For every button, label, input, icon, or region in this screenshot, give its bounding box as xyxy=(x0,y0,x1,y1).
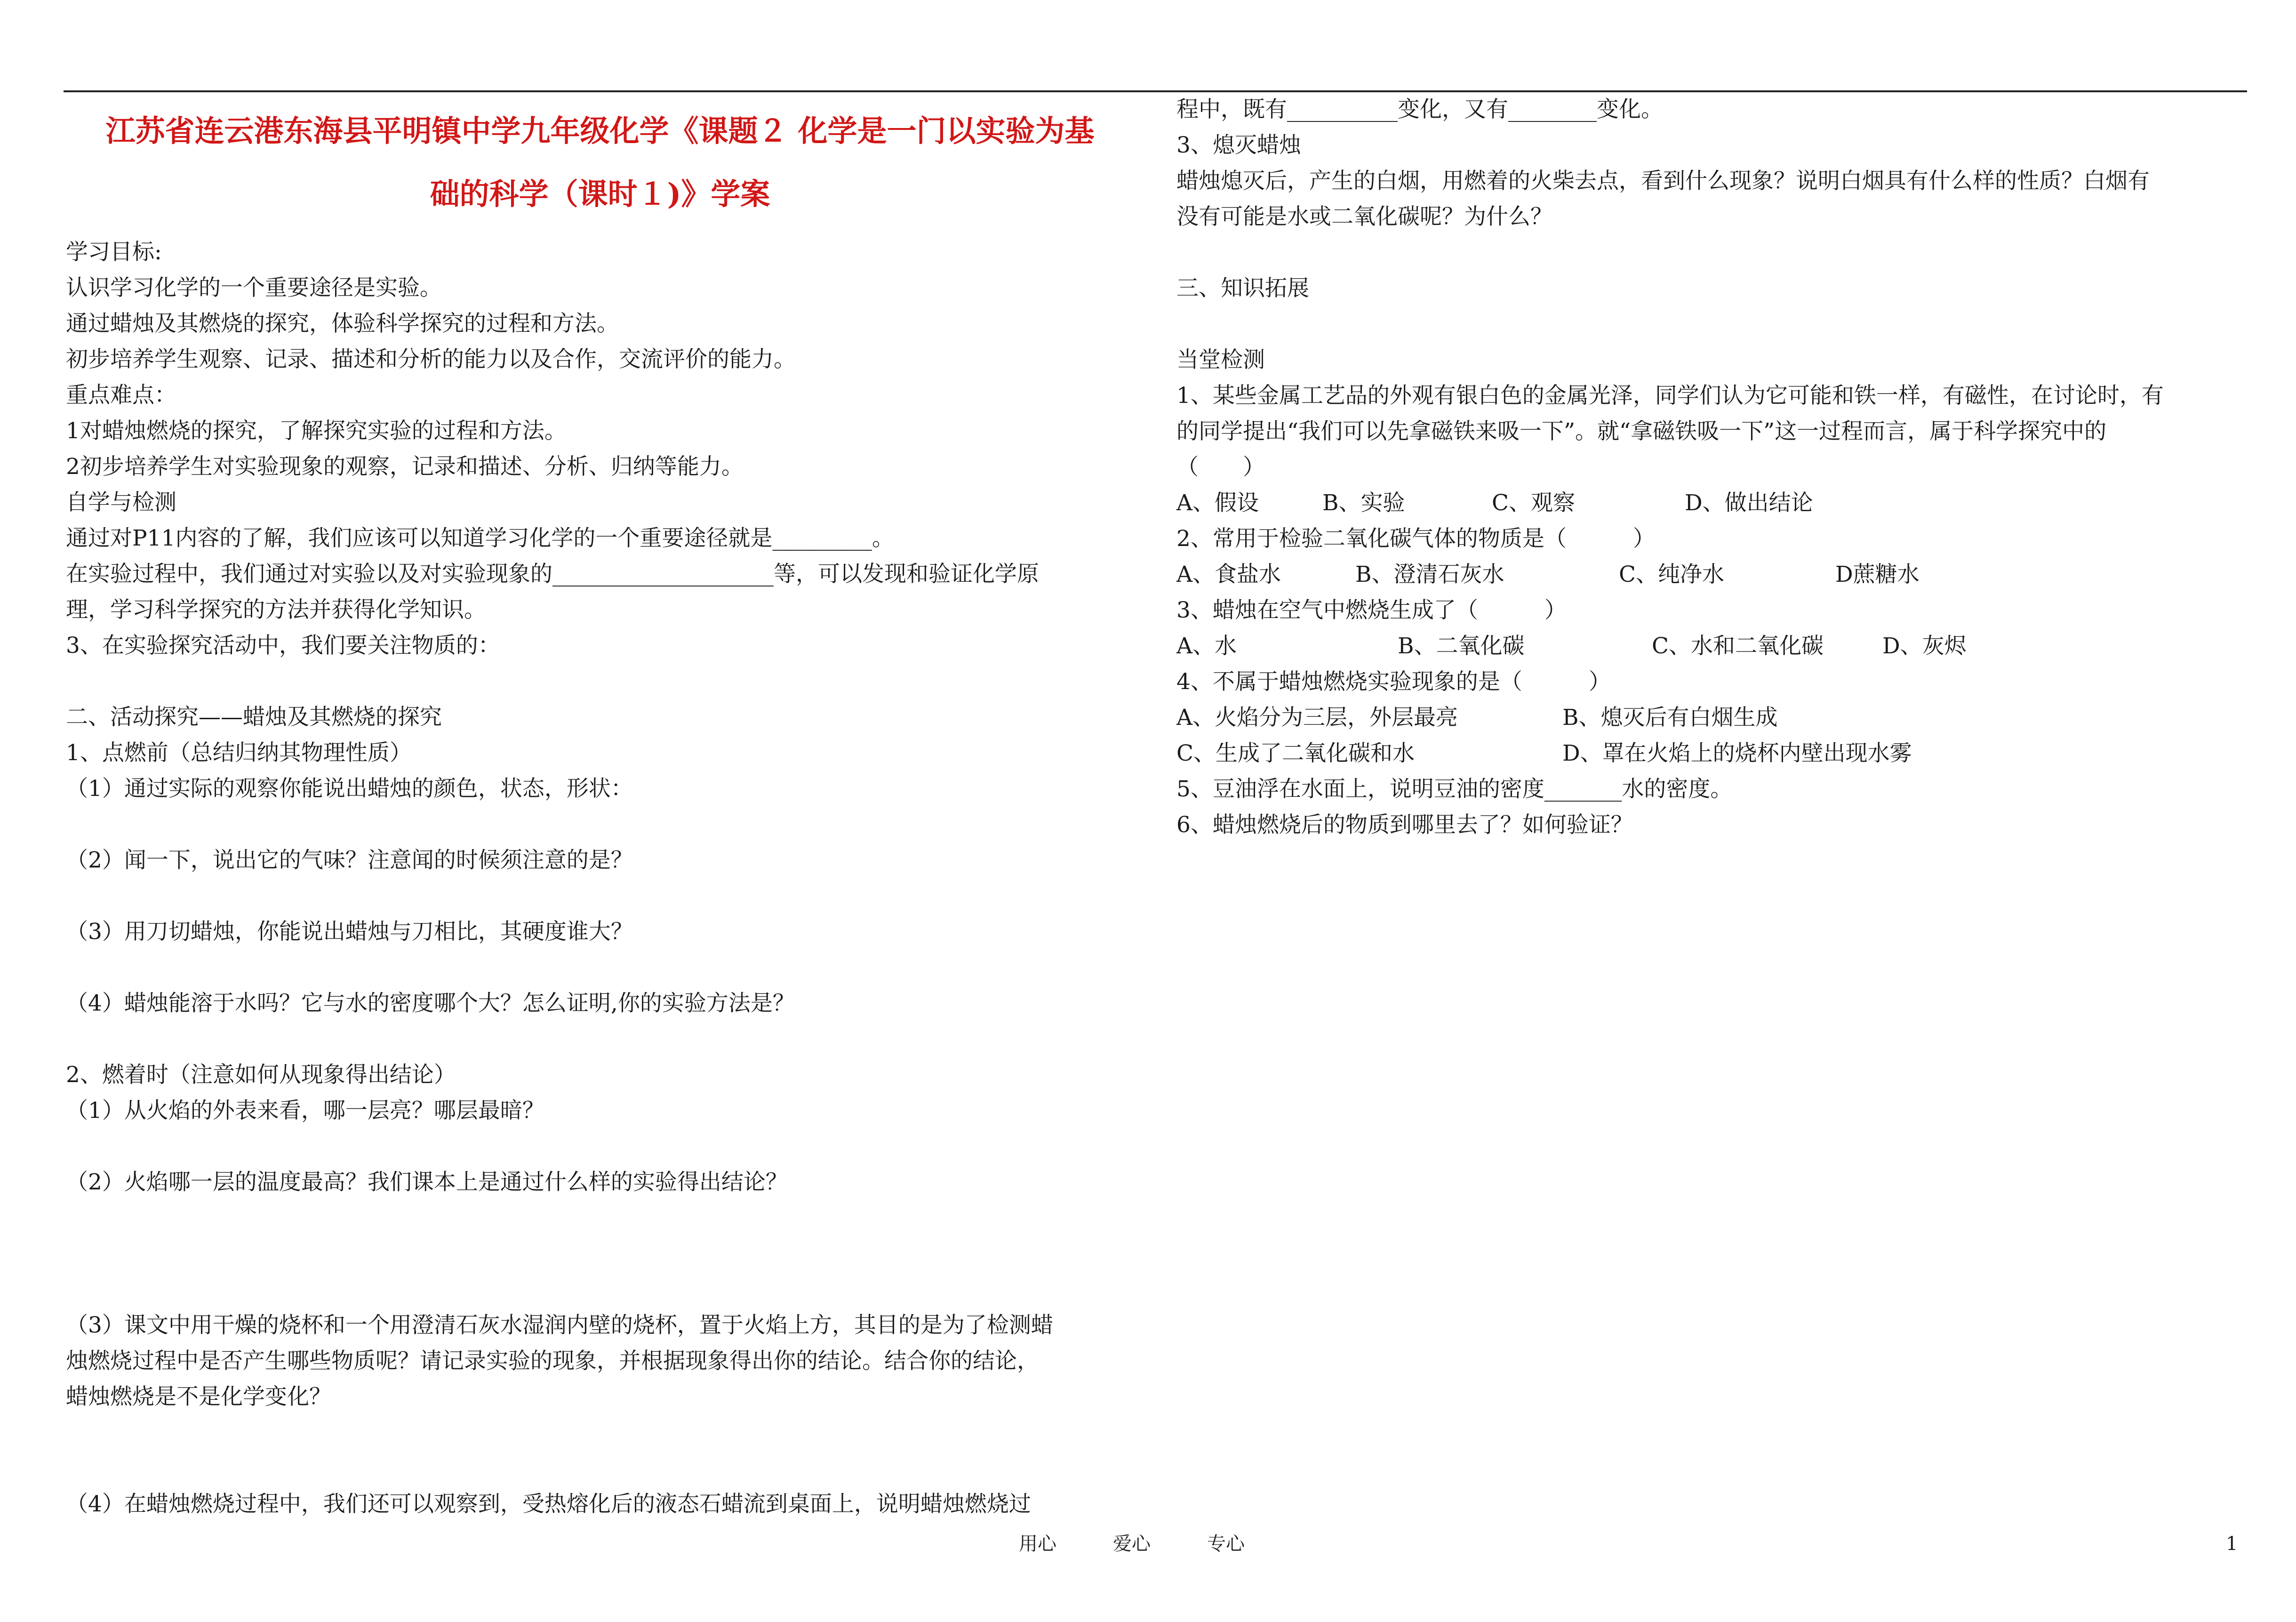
test-question-1-options xyxy=(1176,485,2245,521)
extinguish-heading: 3、熄灭蜡烛 xyxy=(1176,132,1301,158)
page-title-line-2: 础的科学（课时１)》学案 xyxy=(430,177,770,211)
test-question-5: 5、豆油浮在水面上，说明豆油的密度_______水的密度。 xyxy=(1176,776,1733,802)
test-question-1-bracket: （ ） xyxy=(1176,454,1265,480)
test-question-1: 1、某些金属工艺品的外观有银白色的金属光泽，同学们认为它可能和铁一样，有磁性，在讨论时，有 xyxy=(1176,383,2164,409)
objective-item: 通过蜡烛及其燃烧的探究，体验科学探究的过程和方法。 xyxy=(66,311,619,337)
option-c: C、观察 xyxy=(1492,490,1575,516)
option-a: A、假设 xyxy=(1176,490,1259,516)
test-question-3-options xyxy=(1176,628,2245,664)
page-number: 1 xyxy=(2226,1533,2238,1555)
extinguish-question: 蜡烛熄灭后，产生的白烟，用燃着的火柴去点，看到什么现象？说明白烟具有什么样的性质？白烟有 xyxy=(1176,168,2150,194)
footer-item: 用心 xyxy=(1019,1533,1056,1555)
burning-question-3-cont: 烛燃烧过程中是否产生哪些物质呢？请记录实验的现象，并根据现象得出你的结论。结合你的结论， xyxy=(66,1348,1039,1374)
test-question-2-options xyxy=(1176,557,2245,593)
option-b: B、实验 xyxy=(1322,490,1405,516)
extension-heading: 三、知识拓展 xyxy=(1176,275,1309,301)
test-question-4-options-row2 xyxy=(1176,736,2245,771)
option-d: D、罩在火焰上的烧杯内壁出现水雾 xyxy=(1562,740,1912,766)
before-question-3: （3）用刀切蜡烛，你能说出蜡烛与刀相比，其硬度谁大？ xyxy=(66,919,633,945)
option-d: D、做出结论 xyxy=(1685,490,1813,516)
footer-item: 爱心 xyxy=(1113,1533,1151,1555)
option-a: A、食盐水 xyxy=(1176,562,1281,587)
before-lighting-heading: 1、点燃前（总结归纳其物理性质） xyxy=(66,740,412,766)
burning-heading: 2、燃着时（注意如何从现象得出结论） xyxy=(66,1062,456,1088)
before-question-4: （4）蜡烛能溶于水吗？它与水的密度哪个大？怎么证明,你的实验方法是？ xyxy=(66,990,795,1016)
option-a: A、水 xyxy=(1176,633,1237,659)
option-b: B、二氧化碳 xyxy=(1398,633,1525,659)
test-question-4-options-row1 xyxy=(1176,700,2245,736)
option-d: D蔗糖水 xyxy=(1835,562,1920,587)
option-c: C、纯净水 xyxy=(1619,562,1724,587)
page-footer xyxy=(1019,1530,1301,1558)
test-question-4: 4、不属于蜡烛燃烧实验现象的是（ ） xyxy=(1176,669,1611,695)
left-column xyxy=(66,104,1134,1522)
option-a: A、火焰分为三层，外层最亮 xyxy=(1176,705,1458,731)
burning-question-1: （1）从火焰的外表来看，哪一层亮？哪层最暗？ xyxy=(66,1098,544,1124)
before-question-1: （1）通过实际的观察你能说出蜡烛的颜色，状态，形状： xyxy=(66,776,633,802)
objectives-heading: 学习目标: xyxy=(66,239,162,265)
burning-question-2: （2）火焰哪一层的温度最高？我们课本上是通过什么样的实验得出结论？ xyxy=(66,1169,788,1195)
right-column xyxy=(1176,92,2245,843)
test-question-6: 6、蜡烛燃烧后的物质到哪里去了？如何验证？ xyxy=(1176,812,1633,838)
option-b: B、熄灭后有白烟生成 xyxy=(1562,705,1778,731)
test-question-1-cont: 的同学提出“我们可以先拿磁铁来吸一下”。就“拿磁铁吸一下”这一过程而言，属于科学探究中的 xyxy=(1176,418,2107,444)
test-question-2: 2、常用于检验二氧化碳气体的物质是（ ） xyxy=(1176,526,1655,552)
activity-heading: 二、活动探究——蜡烛及其燃烧的探究 xyxy=(66,704,442,730)
selfstudy-question-2: 在实验过程中，我们通过对实验以及对实验现象的____________________等，可以发现和验证化学原 xyxy=(66,561,1039,587)
selfstudy-question-1: 通过对P11内容的了解，我们应该可以知道学习化学的一个重要途径就是_________。 xyxy=(66,525,894,551)
keypoints-heading: 重点难点： xyxy=(66,382,176,408)
burning-question-3: （3）课文中用干燥的烧杯和一个用澄清石灰水湿润内壁的烧杯，置于火焰上方，其目的是为了检测蜡 xyxy=(66,1312,1053,1338)
objective-item: 初步培养学生观察、记录、描述和分析的能力以及合作，交流评价的能力。 xyxy=(66,346,796,372)
test-question-3: 3、蜡烛在空气中燃烧生成了（ ） xyxy=(1176,597,1567,623)
selfstudy-question-2-cont: 理，学习科学探究的方法并获得化学知识。 xyxy=(66,597,486,623)
test-heading: 当堂检测 xyxy=(1176,347,1265,373)
option-b: B、澄清石灰水 xyxy=(1355,562,1504,587)
burning-question-3-cont: 蜡烛燃烧是不是化学变化？ xyxy=(66,1384,331,1410)
selfstudy-question-3: 3、在实验探究活动中，我们要关注物质的： xyxy=(66,633,500,658)
extinguish-question-cont: 没有可能是水或二氧化碳呢？为什么？ xyxy=(1176,204,1552,230)
option-c: C、生成了二氧化碳和水 xyxy=(1176,740,1415,766)
footer-item: 专心 xyxy=(1207,1533,1245,1555)
keypoint-item: 1对蜡烛燃烧的探究，了解探究实验的过程和方法。 xyxy=(66,418,567,444)
option-d: D、灰烬 xyxy=(1882,633,1967,659)
burning-question-4: （4）在蜡烛燃烧过程中，我们还可以观察到，受热熔化后的液态石蜡流到桌面上，说明蜡烛燃烧过 xyxy=(66,1491,1031,1517)
option-c: C、水和二氧化碳 xyxy=(1652,633,1824,659)
continued-line: 程中，既有__________变化，又有________变化。 xyxy=(1176,96,1663,122)
keypoint-item: 2初步培养学生对实验现象的观察，记录和描述、分析、归纳等能力。 xyxy=(66,454,744,480)
before-question-2: （2）闻一下，说出它的气味？注意闻的时候须注意的是？ xyxy=(66,847,633,873)
objective-item: 认识学习化学的一个重要途径是实验。 xyxy=(66,275,442,301)
page-title-line-1: 江苏省连云港东海县平明镇中学九年级化学《课题２ 化学是一门以实验为基 xyxy=(105,113,1095,148)
selfstudy-heading: 自学与检测 xyxy=(66,490,176,515)
